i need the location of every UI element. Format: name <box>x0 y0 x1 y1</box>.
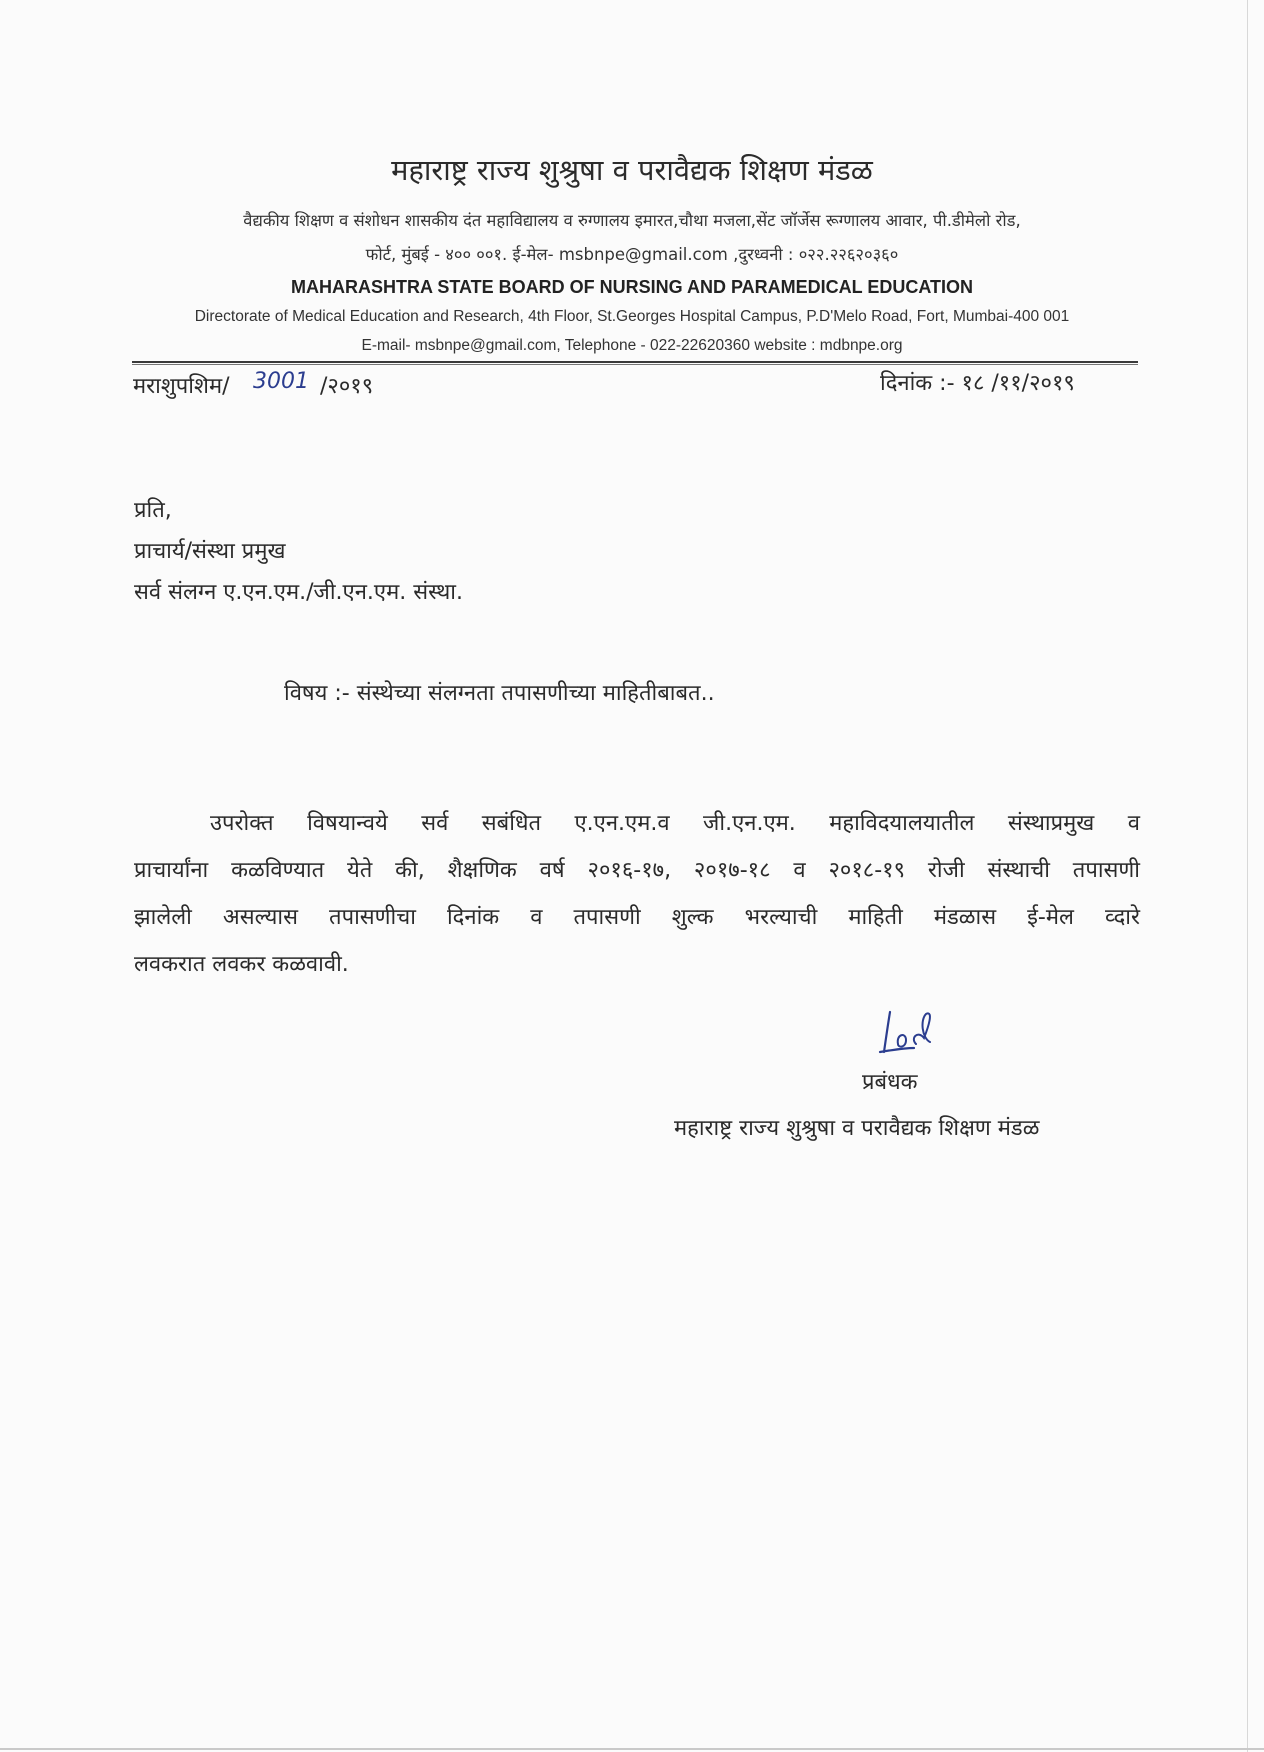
reference-prefix: मराशुपशिम/ <box>133 374 230 399</box>
letterhead-divider <box>132 361 1138 363</box>
letterhead-divider-thin <box>132 364 1138 365</box>
letterhead-address-english-line2: E-mail- msbnpe@gmail.com, Telephone - 022-22620360 website : mdbnpe.org <box>361 337 903 354</box>
recipient-line: प्राचार्य/संस्था प्रमुख <box>134 539 286 564</box>
letterhead-address-marathi-line1: वैद्यकीय शिक्षण व संशोधन शासकीय दंत महाविद्यालय व रुग्णालय इमारत,चौथा मजला,सेंट जॉर्जेस रूग्णालय आवार, पी.डीमेलो रोड, <box>243 211 1021 230</box>
recipient-line: प्रति, <box>134 498 172 523</box>
body-line: लवकरात लवकर कळवावी. <box>134 952 349 977</box>
body-line: उपरोक्त विषयान्वये सर्व सबंधित ए.एन.एम.व जी.एन.एम. महाविदयालयातील संस्थाप्रमुख व <box>210 811 1140 836</box>
reference-suffix: /२०१९ <box>320 374 374 399</box>
recipient-line: सर्व संलग्न ए.एन.एम./जी.एन.एम. संस्था. <box>134 580 463 605</box>
signatory-title: प्रबंधक <box>862 1070 918 1095</box>
letterhead-title-english: MAHARASHTRA STATE BOARD OF NURSING AND PARAMEDICAL EDUCATION <box>291 277 973 297</box>
letterhead-address-marathi-line2: फोर्ट, मुंबई - ४०० ००१. ई-मेल- msbnpe@gmail.com ,दुरध्वनी : ०२२.२२६२०३६० <box>365 245 899 264</box>
body-line: प्राचार्यांना कळविण्यात येते की, शैक्षणिक वर्ष २०१६-१७, २०१७-१८ व २०१८-१९ रोजी संस्थाची तपासणी <box>134 858 1140 883</box>
body-line: झालेली असल्यास तपासणीचा दिनांक व तपासणी शुल्क भरल्याची माहिती मंडळास ई-मेल व्दारे <box>134 905 1140 930</box>
body-paragraph <box>134 800 1140 988</box>
handwritten-signature <box>872 1004 944 1064</box>
page-edge <box>0 1748 1264 1750</box>
letter-date: दिनांक :- १८ /११/२०१९ <box>880 371 1075 396</box>
letterhead-title-marathi: महाराष्ट्र राज्य शुश्रुषा व परावैद्यक शिक्षण मंडळ <box>391 153 873 187</box>
reference-number-handwritten: 3001 <box>253 369 309 394</box>
subject-line: विषय :- संस्थेच्या संलग्नता तपासणीच्या माहितीबाबत.. <box>284 681 715 706</box>
signatory-organization: महाराष्ट्र राज्य शुश्रुषा व परावैद्यक शिक्षण मंडळ <box>674 1116 1040 1141</box>
letterhead-address-english-line1: Directorate of Medical Education and Research, 4th Floor, St.Georges Hospital Campus, P.D'Melo Road, Fort, Mumbai-400 001 <box>194 308 1070 325</box>
